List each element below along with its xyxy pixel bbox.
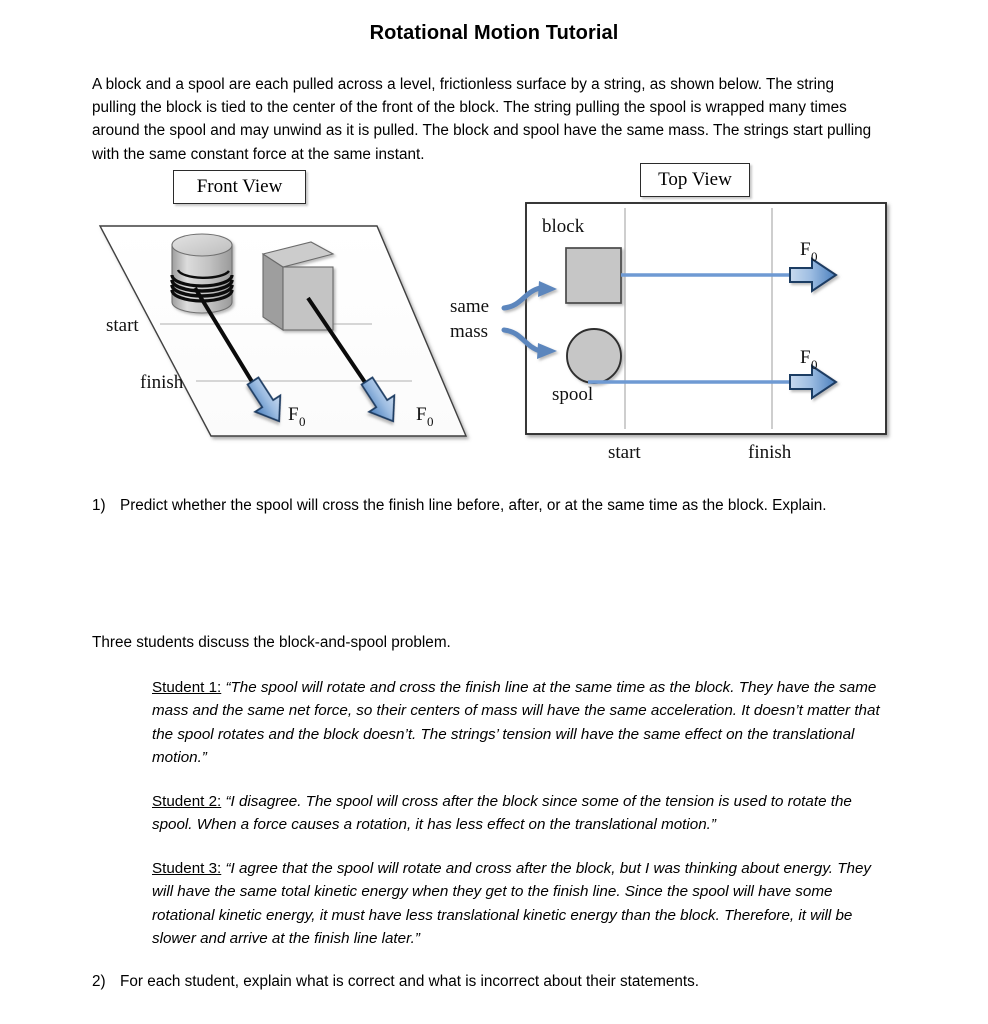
question-1-number: 1) <box>92 497 106 514</box>
top-block-label: block <box>542 216 585 237</box>
same-mass-label-line1: same <box>450 296 490 317</box>
svg-text:F: F <box>800 347 811 368</box>
page-title: Rotational Motion Tutorial <box>369 22 619 44</box>
question-1-row <box>92 494 882 542</box>
question-1-text: Predict whether the spool will cross the finish line before, after, or at the same time as the block. Explain. <box>120 497 827 514</box>
top-start-label: start <box>608 442 641 463</box>
front-finish-label: finish <box>140 372 184 393</box>
student-3-statement <box>152 857 880 951</box>
question-2-text: For each student, explain what is correct and what is incorrect about their statements. <box>120 973 700 990</box>
same-mass-label-line2: mass <box>450 321 488 342</box>
top-spool-label: spool <box>552 384 594 405</box>
svg-text:F: F <box>800 239 811 260</box>
student-1-quote: “The spool will rotate and cross the finish line at the same time as the block. They have the same mass and the same net force, so their centers of mass will have the same acceleration. It doesn’t matter that the spool rotates and the block doesn’t. The strings’ tension will have the same effect on the translational motion.” <box>152 679 880 767</box>
top-spool-circle <box>567 329 621 383</box>
student-1-name: Student 1: <box>152 679 222 696</box>
student-1-statement <box>152 676 880 770</box>
top-finish-label: finish <box>748 442 792 463</box>
svg-text:F: F <box>416 404 427 425</box>
front-view-diagram <box>100 226 466 436</box>
intro-paragraph: A block and a spool are each pulled across a level, frictionless surface by a string, as shown below. The string pulling the block is tied to the center of the front of the block. The string pulling the spool is wrapped many times around the spool and may unwind as it is pulled. The block and spool have the same mass. The strings start pulling with the same constant force at the same instant. <box>92 76 872 163</box>
students-lead-in: Three students discuss the block-and-spool problem. <box>92 634 451 651</box>
top-view-diagram <box>450 203 886 463</box>
top-view-label: Top View <box>640 163 750 197</box>
front-start-label: start <box>106 315 139 336</box>
student-3-name: Student 3: <box>152 860 222 877</box>
svg-text:0: 0 <box>811 249 818 264</box>
physics-figure <box>0 150 988 480</box>
student-2-quote: “I disagree. The spool will cross after the block since some of the tension is used to rotate the spool. When a force causes a rotation, it has less effect on the translational motion.” <box>152 793 852 834</box>
svg-text:0: 0 <box>299 414 306 429</box>
svg-text:0: 0 <box>811 357 818 372</box>
top-block-square <box>566 248 621 303</box>
question-2-number: 2) <box>92 973 106 990</box>
student-2-statement <box>152 790 880 837</box>
svg-text:F: F <box>288 404 299 425</box>
student-2-name: Student 2: <box>152 793 222 810</box>
student-3-quote: “I agree that the spool will rotate and cross after the block, but I was thinking about energy. They will have the same total kinetic energy when they get to the finish line. Since the spool will have some rotational kinetic energy, it must have less translational kinetic energy than the block. Therefore, it will be slower and arrive at the finish line later.” <box>152 860 872 948</box>
question-2-row <box>92 970 882 996</box>
front-view-label: Front View <box>173 170 306 204</box>
svg-text:0: 0 <box>427 414 434 429</box>
